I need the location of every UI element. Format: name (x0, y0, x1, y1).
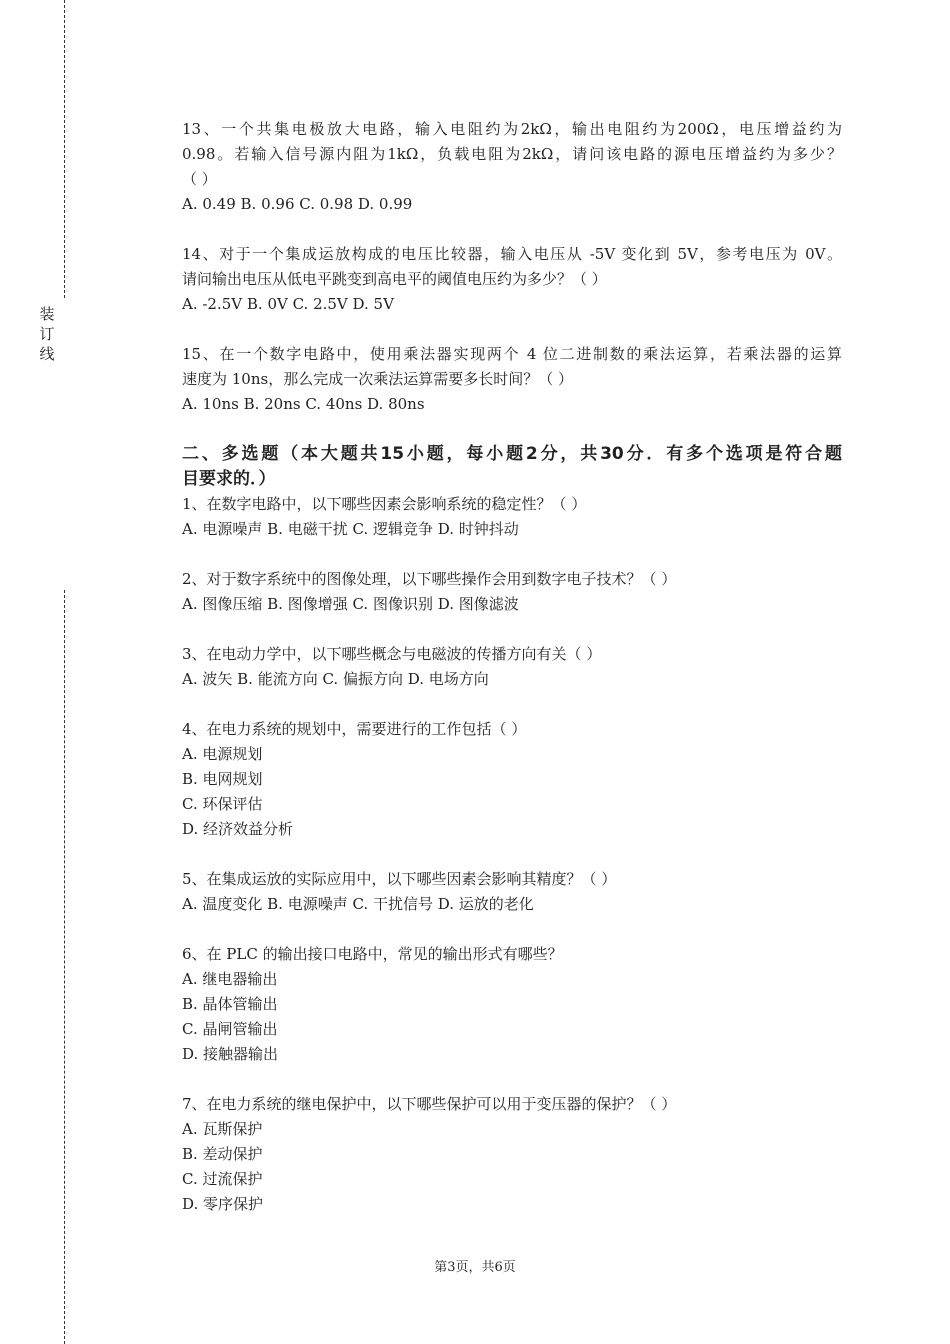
answer-options: A. 温度变化 B. 电源噪声 C. 干扰信号 D. 运放的老化 (182, 895, 534, 913)
answer-options: A. 图像压缩 B. 图像增强 C. 图像识别 D. 图像滤波 (182, 595, 519, 613)
question-text-line: 6、在 PLC 的输出接口电路中，常见的输出形式有哪些？ (182, 945, 563, 963)
answer-option: C. 环保评估 (182, 795, 263, 813)
question-13 (182, 117, 842, 217)
answer-options: A. 0.49 B. 0.96 C. 0.98 D. 0.99 (182, 195, 413, 213)
exam-content (182, 117, 842, 1217)
answer-option: A. 电源规划 (182, 745, 263, 763)
answer-option: B. 电网规划 (182, 770, 263, 788)
answer-option: C. 过流保护 (182, 1170, 263, 1188)
answer-option: B. 晶体管输出 (182, 995, 278, 1013)
question-text-line: 15、在一个数字电路中，使用乘法器实现两个 4 位二进制数的乘法运算，若乘法器的运算 (182, 345, 842, 363)
binding-line-bottom (64, 590, 65, 1344)
answer-options: A. 波矢 B. 能流方向 C. 偏振方向 D. 电场方向 (182, 670, 489, 688)
question-text-line: 13、一个共集电极放大电路，输入电阻约为2kΩ，输出电阻约为200Ω，电压增益约为 (182, 120, 842, 138)
answer-option: D. 经济效益分析 (182, 820, 294, 838)
answer-options: A. 电源噪声 B. 电磁干扰 C. 逻辑竞争 D. 时钟抖动 (182, 520, 519, 538)
question-text-line: （ ） (182, 170, 217, 188)
answer-option: A. 瓦斯保护 (182, 1120, 263, 1138)
question-m4 (182, 717, 842, 842)
question-m7 (182, 1092, 842, 1217)
question-text-line: 请问输出电压从低电平跳变到高电平的阈值电压约为多少？（ ） (182, 270, 607, 288)
answer-option: D. 接触器输出 (182, 1045, 279, 1063)
question-text-line: 14、对于一个集成运放构成的电压比较器，输入电压从 -5V 变化到 5V，参考电压为 0V。 (182, 245, 842, 263)
answer-option: A. 继电器输出 (182, 970, 278, 988)
question-m1 (182, 492, 842, 542)
question-text-line: 2、对于数字系统中的图像处理，以下哪些操作会用到数字电子技术？（ ） (182, 570, 677, 588)
question-m2 (182, 567, 842, 617)
binding-label (37, 304, 57, 364)
question-m5 (182, 867, 842, 917)
binding-char: 装 (39, 305, 55, 323)
answer-option: B. 差动保护 (182, 1145, 263, 1163)
question-text-line: 1、在数字电路中，以下哪些因素会影响系统的稳定性？（ ） (182, 495, 587, 513)
page-footer: 第3页，共6页 (434, 1260, 516, 1275)
section-title-line: 二、多选题（本大题共15小题，每小题2分，共30分．有多个选项是符合题 (182, 444, 842, 464)
question-15 (182, 342, 842, 417)
question-text-line: 速度为 10ns，那么完成一次乘法运算需要多长时间？（ ） (182, 370, 573, 388)
answer-options: A. -2.5V B. 0V C. 2.5V D. 5V (182, 295, 394, 313)
binding-char: 订 (39, 325, 55, 343)
question-m6 (182, 942, 842, 1067)
question-m3 (182, 642, 842, 692)
section-title-line: 目要求的．） (182, 469, 276, 489)
question-text-line: 0.98。若输入信号源内阻为1kΩ，负载电阻为2kΩ，请问该电路的源电压增益约为多少？ (182, 145, 842, 163)
question-text-line: 5、在集成运放的实际应用中，以下哪些因素会影响其精度？（ ） (182, 870, 617, 888)
answer-option: D. 零序保护 (182, 1195, 264, 1213)
binding-char: 线 (39, 345, 55, 363)
section-title-multiple-choice (182, 442, 842, 492)
question-text-line: 3、在电动力学中，以下哪些概念与电磁波的传播方向有关（ ） (182, 645, 602, 663)
answer-option: C. 晶闸管输出 (182, 1020, 278, 1038)
question-14 (182, 242, 842, 317)
binding-line-top (64, 0, 65, 298)
question-text-line: 7、在电力系统的继电保护中，以下哪些保护可以用于变压器的保护？（ ） (182, 1095, 677, 1113)
answer-options: A. 10ns B. 20ns C. 40ns D. 80ns (182, 395, 425, 413)
question-text-line: 4、在电力系统的规划中，需要进行的工作包括（ ） (182, 720, 527, 738)
